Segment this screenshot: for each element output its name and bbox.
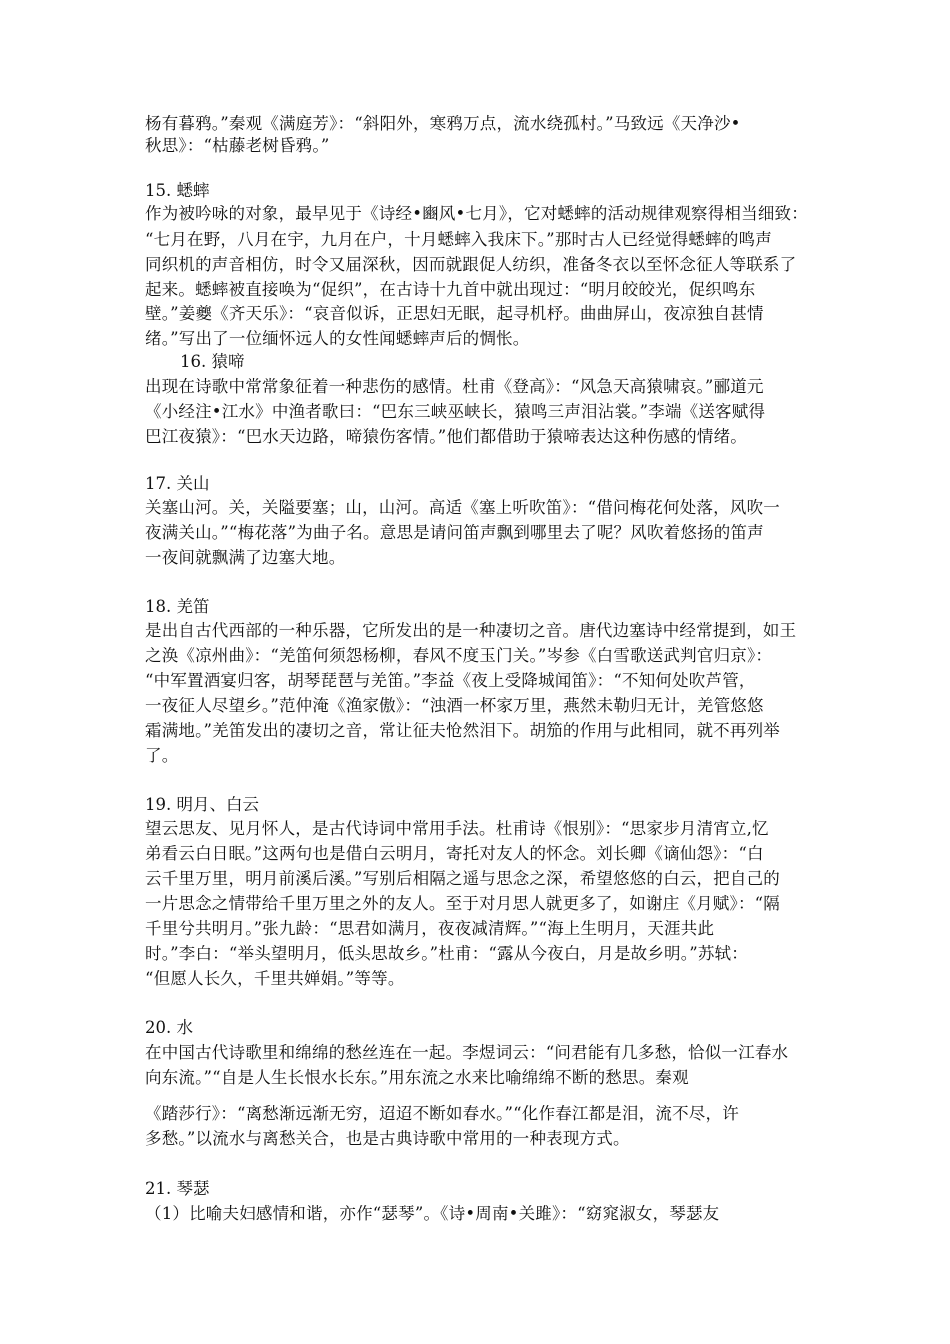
text-line: 一片思念之情带给千里万里之外的友人。至于对月思人就更多了，如谢庄《月赋》：“隔 [145,894,780,913]
text-line: 望云思友、见月怀人，是古代诗词中常用手法。杜甫诗《恨别》：“思家步月清宵立,忆 [145,819,769,838]
text-line: 同织机的声音相仿，时令又届深秋，因而就跟促人纺织，准备冬衣以至怀念征人等联系了 [145,255,797,274]
section-heading-16: 16. 猿啼 [180,352,245,371]
text-line: 了。 [145,746,179,765]
text-line: 作为被吟咏的对象，最早见于《诗经•豳风•七月》，它对蟋蟀的活动规律观察得相当细致： [145,204,808,223]
text-line: 起来。蟋蟀被直接唤为“促织”，在古诗十九首中就出现过：“明月皎皎光，促织鸣东 [145,280,756,299]
text-line: 出现在诗歌中常常象征着一种悲伤的感情。杜甫《登高》：“风急天高猿啸哀。”郦道元 [145,377,764,396]
section-heading-17: 17. 关山 [145,474,210,493]
text-line: 秋思》：“枯藤老树昏鸦。” [145,136,330,155]
text-line: 绪。”写出了一位缅怀远人的女性闻蟋蟀声后的惆怅。 [145,329,530,348]
text-line: （1）比喻夫妇感情和谐，亦作“瑟琴”。《诗•周南•关雎》：“窈窕淑女，琴瑟友 [145,1204,720,1223]
section-heading-20: 20. 水 [145,1018,193,1037]
text-line: 霜满地。”羌笛发出的凄切之音，常让征夫怆然泪下。胡笳的作用与此相同，就不再列举 [145,721,780,740]
text-line: 《踏莎行》：“离愁渐远渐无穷，迢迢不断如春水。”“化作春江都是泪，流不尽，许 [145,1104,739,1123]
text-line: “但愿人长久，千里共婵娟。”等等。 [145,969,405,988]
text-line: 夜满关山。”“梅花落”为曲子名。意思是请问笛声飘到哪里去了呢？风吹着悠扬的笛声 [145,523,764,542]
text-line: 《小经注•江水》中渔者歌曰：“巴东三峡巫峡长，猿鸣三声泪沾裳。”李端《送客赋得 [145,402,766,421]
text-line: 千里兮共明月。”张九龄：“思君如满月，夜夜减清辉。”“海上生明月，天涯共此 [145,919,715,938]
text-line: 壁。”姜夔《齐天乐》：“哀音似诉，正思妇无眠，起寻机杼。曲曲屏山，夜凉独自甚情 [145,304,764,323]
text-line: 关塞山河。关，关隘要塞；山，山河。高适《塞上听吹笛》：“借问梅花何处落，风吹一 [145,498,780,517]
text-line: 向东流。”“自是人生长恨水长东。”用东流之水来比喻绵绵不断的愁思。秦观 [145,1068,689,1087]
text-line: “七月在野，八月在宇，九月在户，十月蟋蟀入我床下。”那时古人已经觉得蟋蟀的鸣声 [145,230,772,249]
text-line: 云千里万里，明月前溪后溪。”写别后相隔之遥与思念之深，希望悠悠的白云，把自己的 [145,869,780,888]
text-line: 时。”李白：“举头望明月，低头思故乡。”杜甫：“露从今夜白，月是故乡明。”苏轼： [145,944,748,963]
text-line: 之涣《凉州曲》：“羌笛何须怨杨柳，春风不度玉门关。”岑参《白雪歌送武判官归京》： [145,646,773,665]
text-line: 在中国古代诗歌里和绵绵的愁丝连在一起。李煜词云：“问君能有几多愁，恰似一江春水 [145,1043,789,1062]
text-line: 巴江夜猿》：“巴水天边路，啼猿伤客情。”他们都借助于猿啼表达这种伤感的情绪。 [145,427,747,446]
section-heading-18: 18. 羌笛 [145,597,210,616]
section-heading-19: 19. 明月、白云 [145,795,259,814]
text-line: 一夜间就飘满了边塞大地。 [145,548,346,567]
text-line: 多愁。”以流水与离愁关合，也是古典诗歌中常用的一种表现方式。 [145,1129,630,1148]
text-line: “中军置酒宴归客，胡琴琵琶与羌笛。”李益《夜上受降城闻笛》：“不知何处吹芦管， [145,671,756,690]
section-heading-21: 21. 琴瑟 [145,1179,210,1198]
text-line: 弟看云白日眠。”这两句也是借白云明月，寄托对友人的怀念。刘长卿《谪仙怨》：“白 [145,844,764,863]
text-line: 是出自古代西部的一种乐器，它所发出的是一种凄切之音。唐代边塞诗中经常提到，如王 [145,621,797,640]
text-line: 杨有暮鸦。”秦观《满庭芳》：“斜阳外，寒鸦万点，流水绕孤村。”马致远《天净沙• [145,114,741,133]
section-heading-15: 15. 蟋蟀 [145,181,210,200]
text-line: 一夜征人尽望乡。”范仲淹《渔家傲》：“浊酒一杯家万里，燕然未勒归无计，羌管悠悠 [145,696,764,715]
